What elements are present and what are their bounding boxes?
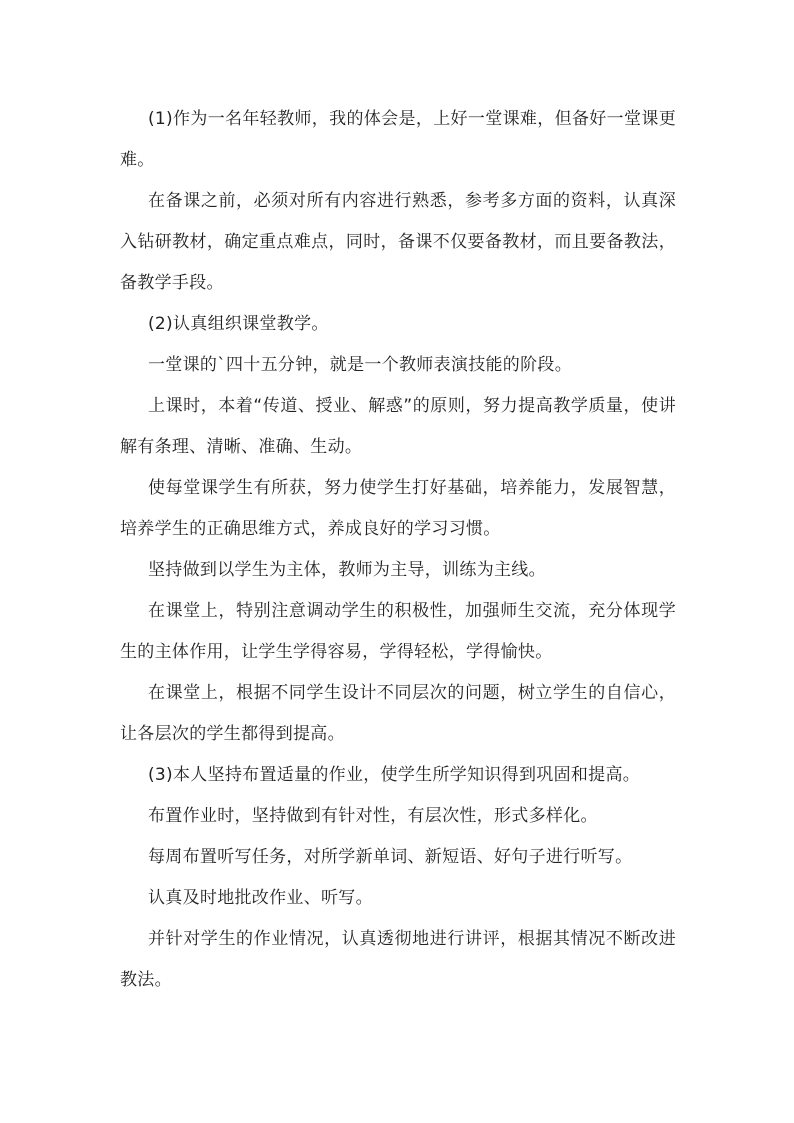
paragraph: 在课堂上，特别注意调动学生的积极性，加强师生交流，充分体现学生的主体作用，让学生学得容易，学得轻松，学得愉快。: [120, 601, 676, 662]
paragraph: 上课时，本着“传道、授业、解惑”的原则，努力提高教学质量，使讲解有条理、清晰、准确、生动。: [120, 396, 676, 457]
paragraph: (3)本人坚持布置适量的作业，使学生所学知识得到巩固和提高。: [148, 765, 641, 785]
paragraph: (1)作为一名年轻教师，我的体会是，上好一堂课难，但备好一堂课更难。: [120, 109, 676, 170]
paragraph: 在备课之前，必须对所有内容进行熟悉，参考多方面的资料，认真深入钻研教材，确定重点难点，同时，备课不仅要备教材，而且要备教法，备教学手段。: [120, 191, 676, 293]
paragraph: 坚持做到以学生为主体，教师为主导，训练为主线。: [148, 560, 546, 580]
paragraph: 并针对学生的作业情况，认真透彻地进行讲评，根据其情况不断改进教法。: [120, 929, 676, 990]
paragraph: 布置作业时，坚持做到有针对性，有层次性，形式多样化。: [148, 806, 598, 826]
paragraph: 在课堂上，根据不同学生设计不同层次的问题，树立学生的自信心，让各层次的学生都得到提高。: [120, 683, 676, 744]
paragraph: 一堂课的`四十五分钟，就是一个教师表演技能的阶段。: [148, 355, 572, 375]
paragraph: 认真及时地批改作业、听写。: [148, 888, 373, 908]
paragraph: (2)认真组织课堂教学。: [148, 314, 329, 334]
paragraph: 使每堂课学生有所获，努力使学生打好基础，培养能力，发展智慧，培养学生的正确思维方式，养成良好的学习习惯。: [120, 478, 676, 539]
paragraph: 每周布置听写任务，对所学新单词、新短语、好句子进行听写。: [148, 847, 633, 867]
document-body: [120, 99, 676, 1001]
